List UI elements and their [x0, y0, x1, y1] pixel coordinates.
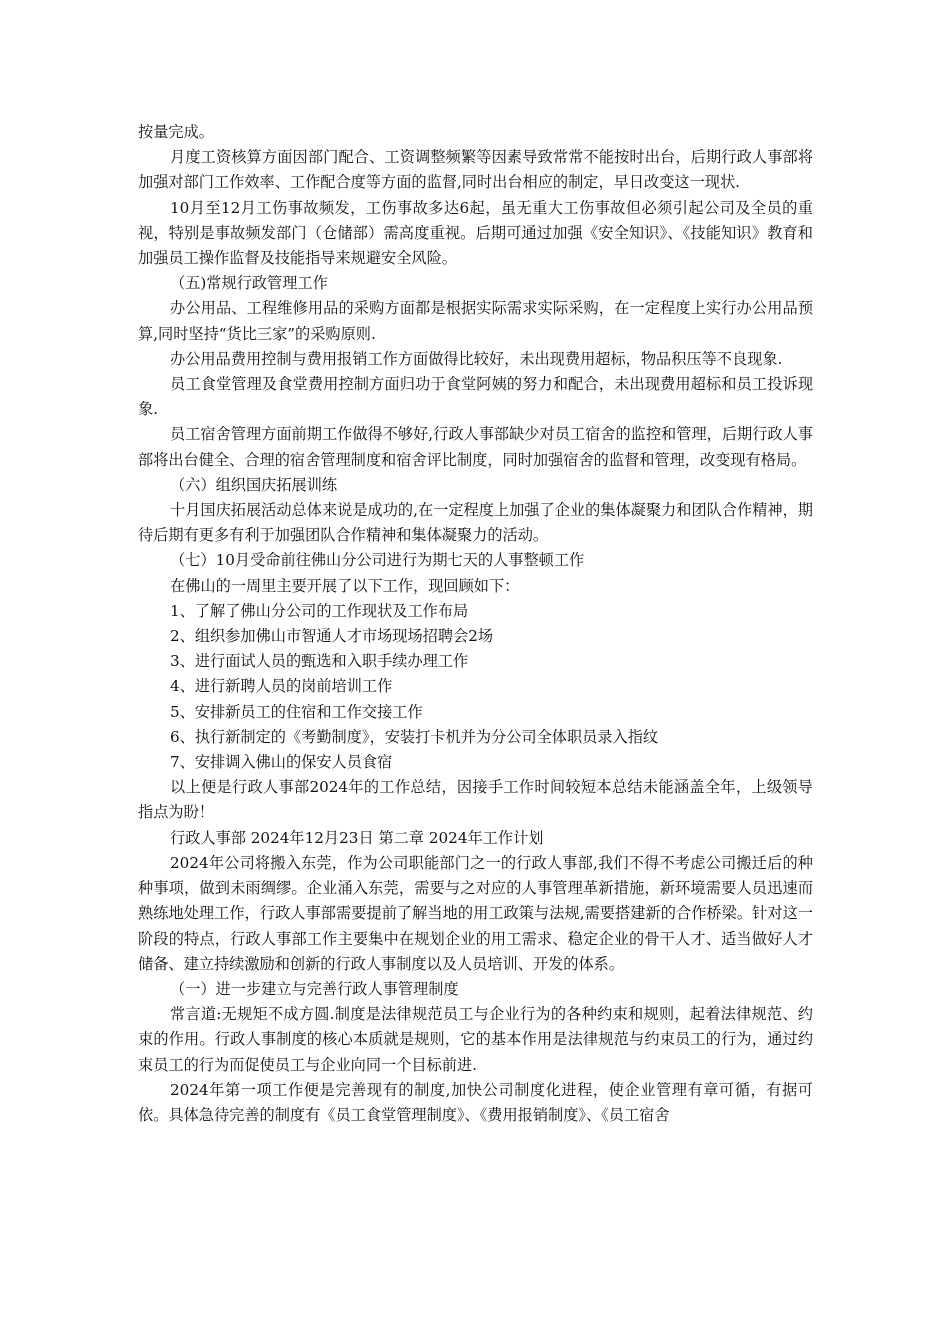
section-heading: （七）10月受命前往佛山分公司进行为期七天的人事整顿工作 [170, 551, 585, 570]
paragraph: 员工食堂管理及食堂费用控制方面归功于食堂阿姨的努力和配合，未出现费用超标和员工投诉现象. [138, 375, 813, 419]
list-item: 1、了解了佛山分公司的工作现状及工作布局 [170, 601, 469, 620]
paragraph: 2024年第一项工作便是完善现有的制度,加快公司制度化进程，使企业管理有章可循，有据可依。具体急待完善的制度有《员工食堂管理制度》、《费用报销制度》、《员工宿舍 [138, 1080, 813, 1124]
list-item: 3、进行面试人员的甄选和入职手续办理工作 [170, 652, 469, 671]
paragraph: 以上便是行政人事部2024年的工作总结，因接手工作时间较短本总结未能涵盖全年，上级领导指点为盼！ [138, 778, 813, 822]
paragraph: 员工宿舍管理方面前期工作做得不够好,行政人事部缺少对员工宿舍的监控和管理，后期行政人事部将出台健全、合理的宿舍管理制度和宿舍评比制度，同时加强宿舍的监督和管理，改变现有格局。 [138, 425, 813, 469]
paragraph: 月度工资核算方面因部门配合、工资调整频繁等因素导致常常不能按时出台，后期行政人事部将加强对部门工作效率、工作配合度等方面的监督,同时出台相应的制定，早日改变这一现状. [138, 148, 813, 192]
list-item: 7、安排调入佛山的保安人员食宿 [170, 753, 393, 772]
list-item: 2、组织参加佛山市智通人才市场现场招聘会2场 [170, 627, 494, 646]
section-heading: （一）进一步建立与完善行政人事管理制度 [170, 979, 459, 998]
document-page [138, 120, 813, 1128]
signature-line: 行政人事部 2024年12月23日 第二章 2024年工作计划 [170, 828, 544, 847]
section-heading: （五)常规行政管理工作 [170, 274, 328, 293]
paragraph: 办公用品费用控制与费用报销工作方面做得比较好，未出现费用超标，物品积压等不良现象. [170, 349, 783, 368]
list-item: 5、安排新员工的住宿和工作交接工作 [170, 702, 423, 721]
paragraph: 办公用品、工程维修用品的采购方面都是根据实际需求实际采购，在一定程度上实行办公用品预算,同时坚持“货比三家”的采购原则. [138, 299, 813, 343]
list-item: 4、进行新聘人员的岗前培训工作 [170, 677, 393, 696]
section-heading: （六）组织国庆拓展训练 [170, 475, 338, 494]
list-item: 6、执行新制定的《考勤制度》，安装打卡机并为分公司全体职员录入指纹 [170, 727, 659, 746]
paragraph: 十月国庆拓展活动总体来说是成功的,在一定程度上加强了企业的集体凝聚力和团队合作精神，期待后期有更多有利于加强团队合作精神和集体凝聚力的活动。 [138, 501, 813, 545]
paragraph: 按量完成。 [138, 123, 214, 141]
paragraph: 2024年公司将搬入东莞，作为公司职能部门之一的行政人事部,我们不得不考虑公司搬迁后的种种事项，做到未雨绸缪。企业涌入东莞，需要与之对应的人事管理革新措施，新环境需要人员迅速而熟练地处理工作，行政人事部需要提前了解当地的用工政策与法规,需要搭建新的合作桥梁。针对这一阶段的特点，行政人事部工作主要集中在规划企业的用工需求、稳定企业的骨干人才、适当做好人才储备、建立持续激励和创新的行政人事制度以及人员培训、开发的体系。 [138, 853, 813, 973]
paragraph: 在佛山的一周里主要开展了以下工作，现回顾如下： [170, 576, 520, 595]
paragraph: 常言道:无规矩不成方圆.制度是法律规范员工与企业行为的各种约束和规则，起着法律规范、约束的作用。行政人事制度的核心本质就是规则，它的基本作用是法律规范与约束员工的行为，通过约束员工的行为而促使员工与企业向同一个目标前进. [138, 1005, 813, 1074]
paragraph: 10月至12月工伤事故频发，工伤事故多达6起，虽无重大工伤事故但必须引起公司及全员的重视，特别是事故频发部门（仓储部）需高度重视。后期可通过加强《安全知识》、《技能知识》教育和加强员工操作监督及技能指导来规避安全风险。 [138, 198, 813, 268]
